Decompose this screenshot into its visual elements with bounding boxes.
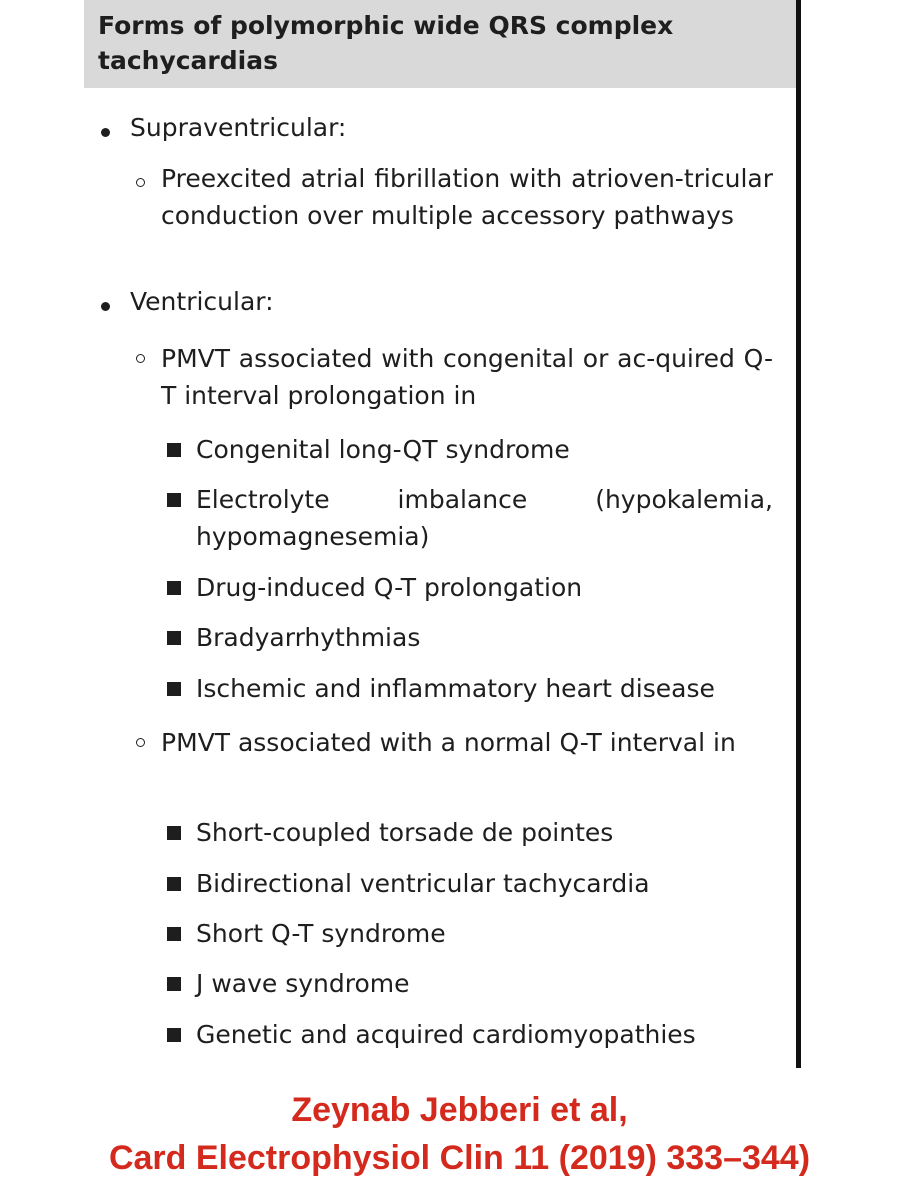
bullet-square-icon [167,631,181,645]
bullet-circle-icon [136,354,145,363]
list-item: Genetic and acquired cardiomyopathies [196,1020,696,1049]
list-item: Short-coupled torsade de pointes [196,818,614,847]
bullet-square-icon [167,977,181,991]
list-item: Congenital long-QT syndrome [196,435,570,464]
list-item: Preexcited atrial fibrillation with atrioven-tricular conduction over multiple accessory pathways [161,164,773,230]
list-item: Electrolyte imbalance (hypokalemia, hypomagnesemia) [196,485,773,551]
list-item: Drug-induced Q-T prolongation [196,573,583,602]
list-item: J wave syndrome [196,969,410,998]
bullet-circle-icon [136,178,145,187]
table-header [84,0,796,88]
list-item: Bradyarrhythmias [196,623,421,652]
list-item: PMVT associated with congenital or ac-quired Q-T interval prolongation in [161,344,773,410]
citation-authors: Zeynab Jebberi et al, [291,1091,628,1129]
list-item: PMVT associated with a normal Q-T interval in [161,728,736,757]
citation-journal: Card Electrophysiol Clin 11 (2019) 333–344) [108,1139,811,1177]
bullet-dot-icon [101,302,110,311]
bullet-square-icon [167,877,181,891]
list-item: Bidirectional ventricular tachycardia [196,869,650,898]
bullet-circle-icon [136,738,145,747]
list-item: Ischemic and inflammatory heart disease [196,674,715,703]
bullet-square-icon [167,682,181,696]
table-title: Forms of polymorphic wide QRS complex tachycardias [98,11,674,75]
bullet-square-icon [167,581,181,595]
bullet-square-icon [167,826,181,840]
bullet-square-icon [167,493,181,507]
list-item: Short Q-T syndrome [196,919,446,948]
bullet-square-icon [167,1028,181,1042]
section-label: Supraventricular: [130,113,347,142]
bullet-dot-icon [101,128,110,137]
bullet-square-icon [167,443,181,457]
section-label: Ventricular: [130,287,274,316]
bullet-square-icon [167,927,181,941]
